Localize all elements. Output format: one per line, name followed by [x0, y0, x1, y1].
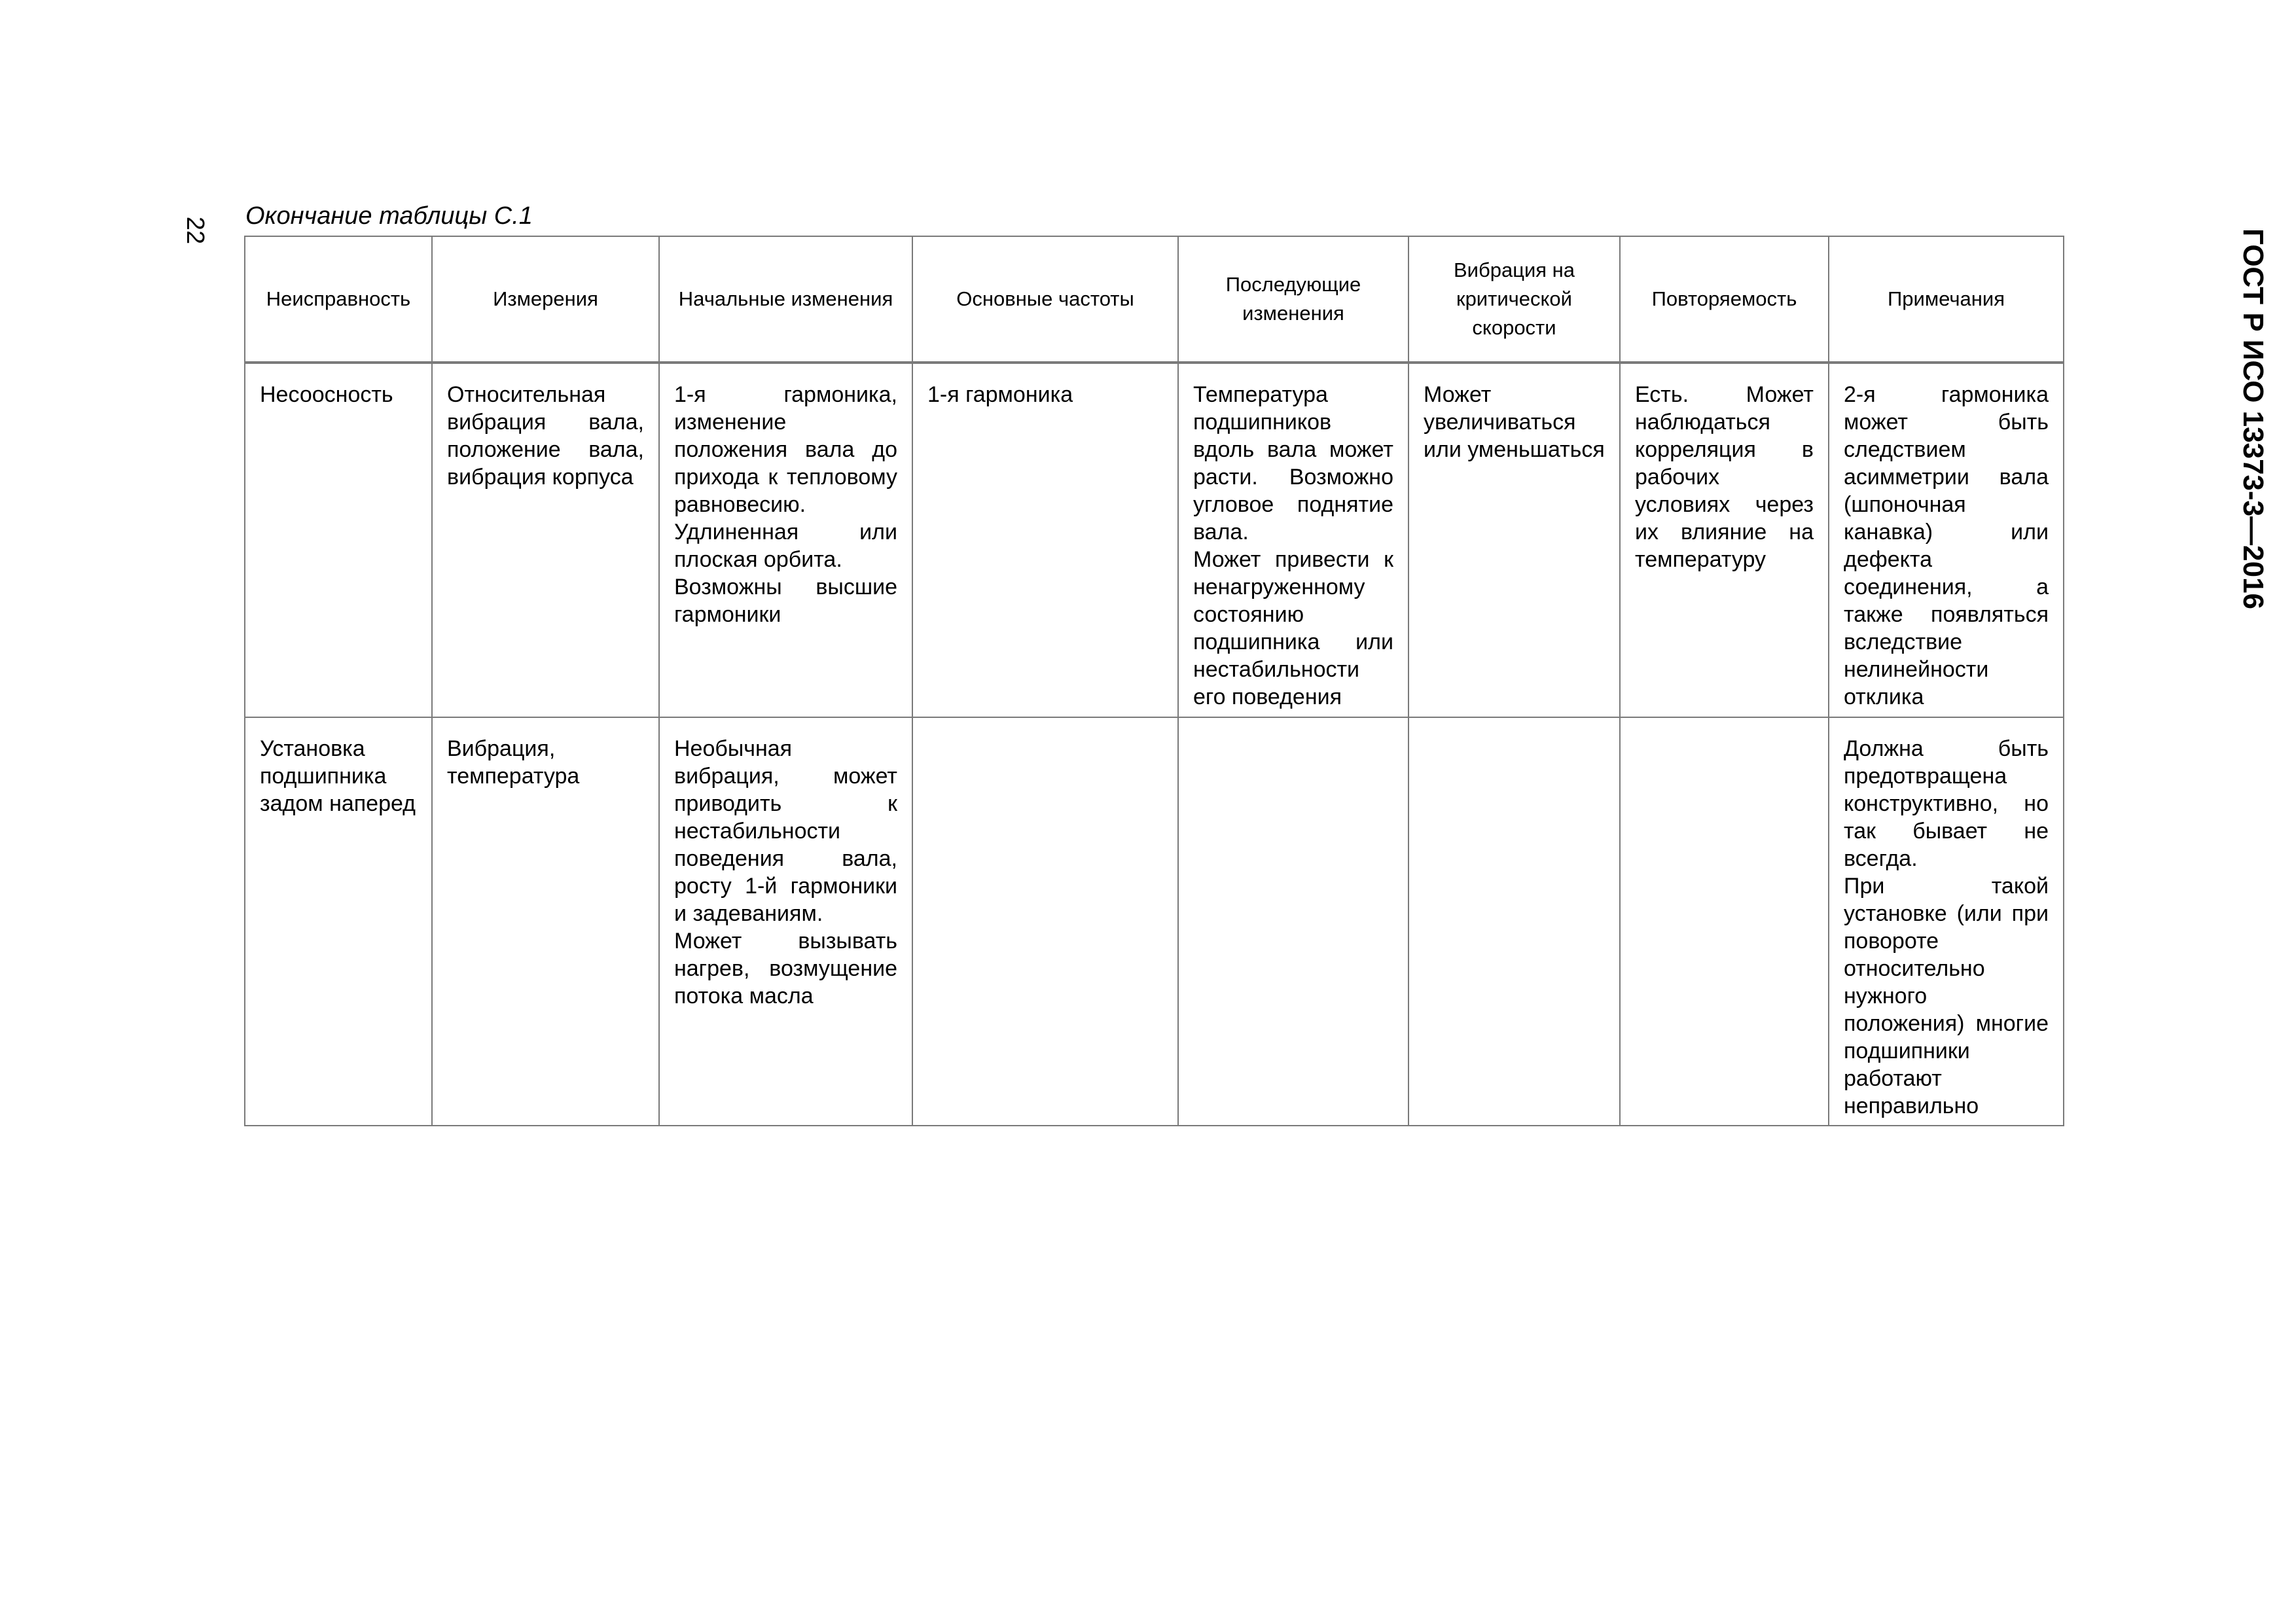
table-row: [245, 717, 2064, 1126]
header-main-frequencies: Основные частоты: [912, 236, 1178, 363]
cell-critical-speed-vibration: Может увеличиваться или уменьшаться: [1408, 363, 1620, 717]
cell-initial-changes: [659, 717, 912, 1126]
cell-measurements: Относительная вибрация вала, положение вала, вибрация корпуса: [432, 363, 659, 717]
cell-fault: Установка подшипника задом наперед: [245, 717, 432, 1126]
fault-table: [244, 236, 2064, 1126]
cell-notes: [1829, 717, 2064, 1126]
table-header: [245, 236, 2064, 363]
cell-repeatability: [1620, 717, 1829, 1126]
cell-repeatability: Есть. Может наблюдаться корреляция в рабочих условиях через их влияние на температуру: [1620, 363, 1829, 717]
header-initial-changes: Начальные изменения: [659, 236, 912, 363]
cell-paragraph: 1-я гармоника, изменение положения вала до прихода к тепловому равновесию.: [674, 382, 897, 517]
table-row: [245, 363, 2064, 717]
cell-fault: Несоосность: [245, 363, 432, 717]
header-notes: Примечания: [1829, 236, 2064, 363]
header-critical-speed-vibration: Вибрация на критической скорости: [1408, 236, 1620, 363]
standard-designation: ГОСТ Р ИСО 13373-3—2016: [2237, 228, 2269, 610]
table-caption: Окончание таблицы С.1: [245, 202, 533, 230]
cell-paragraph: Возможны высшие гармоники: [674, 575, 897, 627]
cell-paragraph: Температура подшипников вдоль вала может расти. Возможно угловое поднятие вала.: [1193, 382, 1393, 544]
cell-subsequent-changes: [1178, 363, 1408, 717]
cell-paragraph: Удлиненная или плоская орбита.: [674, 520, 897, 572]
header-measurements: Измерения: [432, 236, 659, 363]
cell-initial-changes: [659, 363, 912, 717]
cell-measurements: Вибрация, температура: [432, 717, 659, 1126]
cell-main-frequencies: [912, 717, 1178, 1126]
cell-paragraph: При такой установке (или при повороте относительно нужного положения) многие подшипники работают неправильно: [1844, 874, 2049, 1118]
header-subsequent-changes: Последующие изменения: [1178, 236, 1408, 363]
cell-critical-speed-vibration: [1408, 717, 1620, 1126]
cell-paragraph: 2-я гармоника может быть следствием асимметрии вала (шпоночная канавка) или дефекта соединения, а также появляться вследствие нелинейности отклика: [1844, 382, 2049, 709]
cell-paragraph: Может привести к ненагруженному состоянию подшипника или нестабильности его поведения: [1193, 547, 1393, 709]
cell-subsequent-changes: [1178, 717, 1408, 1126]
cell-main-frequencies: 1-я гармоника: [912, 363, 1178, 717]
page-number: 22: [181, 216, 209, 245]
header-fault: Неисправность: [245, 236, 432, 363]
cell-paragraph: Должна быть предотвращена конструктивно, но так бывает не всегда.: [1844, 736, 2049, 871]
cell-notes: [1829, 363, 2064, 717]
cell-paragraph: Необычная вибрация, может приводить к нестабильности поведения вала, росту 1-й гармоники и задеваниям.: [674, 736, 897, 926]
header-repeatability: Повторяемость: [1620, 236, 1829, 363]
cell-paragraph: Может вызывать нагрев, возмущение потока масла: [674, 929, 897, 1008]
